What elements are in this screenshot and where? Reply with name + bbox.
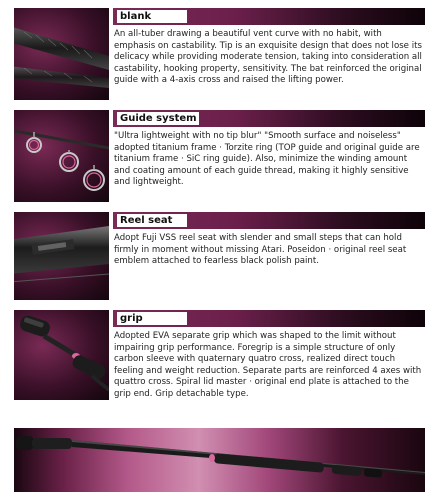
section-heading-guide-system — [113, 110, 425, 127]
section-title-guide-system: Guide system — [117, 112, 199, 125]
section-heading-blank — [113, 8, 425, 25]
section-text-reel-seat: Adopt Fuji VSS reel seat with slender and small steps that can hold firmly in moment without missing Atari. Poseidon · original reel seat emblem attached to fearless black polish paint. — [114, 233, 407, 267]
section-text-blank: An all-tuber drawing a beautiful vent curve with no habit, with emphasis on castability. Tip is an exquisite design that does not lose its delicacy while providing moderate tension, taking into consideration all castability, hooking property, sensitivity. The bat reinforced the original guide with a 4-axis cross and raised the lifting power. — [114, 29, 422, 86]
section-heading-grip — [113, 310, 425, 327]
section-text-guide-system: "Ultra lightweight with no tip blur" "Smooth surface and noiseless" adopted titanium frame · Torzite ring (TOP guide and original guide are titanium frame · SiC ring guide). Also, minimize the winding amount and coating amount of each guide thread, making it highly sensitive and lightweight. — [114, 131, 420, 188]
grip-photo — [14, 310, 109, 400]
section-text-grip: Adopted EVA separate grip which was shaped to the limit without impairing grip performance. Foregrip is a simple structure of only carbon sleeve with quaternary quatro cross, realized direct touch feeling and weight reduction. Separate parts are reinforced 4 axes with quattro cross. Spiral lid master · original end plate is attached to the grip end. Grip detachable type. — [114, 331, 422, 399]
rod-banner-photo — [14, 428, 425, 492]
section-title-blank: blank — [117, 10, 187, 23]
section-heading-reel-seat — [113, 212, 425, 229]
section-title-reel-seat: Reel seat — [117, 214, 187, 227]
reel-seat-photo — [14, 212, 109, 300]
rod-blank-photo — [14, 8, 109, 100]
section-title-grip: grip — [117, 312, 187, 325]
guide-system-photo — [14, 110, 109, 202]
